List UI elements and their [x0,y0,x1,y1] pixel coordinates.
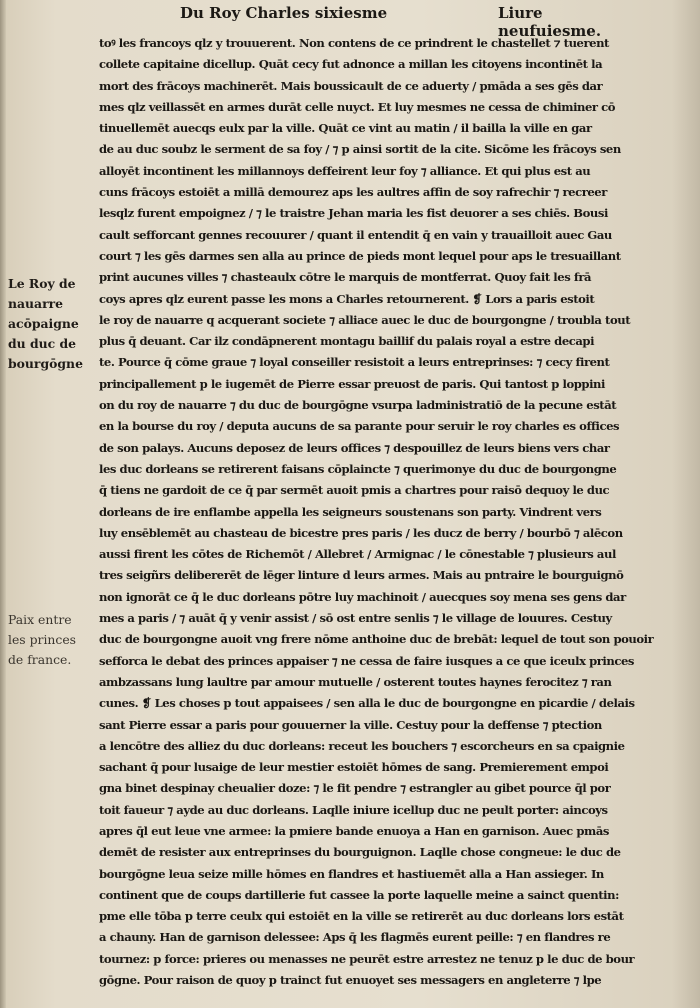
margin-note-line: les princes [8,632,77,647]
text-line: te. Pource q̄ cōme graue ⁊ loyal conseiller resistoit a leurs entreprinses: ⁊ cecy firent [99,355,610,370]
text-line: apres q̄l eut leue vne armee: la pmiere bande enuoya a Han en garnison. Auec pmās [99,823,609,838]
text-line: alloyēt incontinent les millannoys deffeirent leur foy ⁊ alliance. Et qui plus est au [99,163,591,178]
text-line: collete capitaine dicellup. Quāt cecy fut adnonce a millan les citoyens incontinēt la [99,57,603,72]
margin-note-line: de france. [8,652,72,667]
text-line: non ignorāt ce q̄ le duc dorleans pōtre luy machinoit / auecques soy mena ses gens dar [99,589,626,604]
text-line: toꝰ les francoys qlz y trouuerent. Non contens de ce prindrent le chastellet ⁊ tuerent [99,36,609,50]
text-line: lesqlz furent empoignez / ⁊ le traistre Jehan maria les fist deuorer a ses chiēs. Bousi [99,206,608,221]
margin-note-line: acōpaigne [8,316,79,331]
text-line: mort des frācoys machinerēt. Mais boussicault de ce aduerty / pmāda a ses gēs dar [99,78,603,93]
text-line: on du roy de nauarre ⁊ du duc de bourgōgne vsurpa ladministratiō de la pecune estāt [99,398,617,413]
text-line: gōgne. Pour raison de quoy p trainct fut enuoyet ses messagers en angleterre ⁊ lpe [99,973,602,988]
text-line: duc de bourgongne auoit vng frere nōme anthoine duc de brebāt: lequel de tout son pouoir [99,632,654,647]
text-line: cunes. ❡ Les choses p tout appaisees / sen alla le duc de bourgongne en picardie / delais [99,696,635,711]
text-line: luy ensēblemēt au chasteau de bicestre pres paris / les ducz de berry / bourbō ⁊ alēcon [99,525,623,540]
margin-note-line: Le Roy de [8,276,76,291]
text-line: continent que de coups dartillerie fut cassee la porte laquelle meine a sainct quentin: [99,887,619,902]
text-line: cuns frācoys estoiēt a millā demourez aps les aultres affin de soy rafrechir ⁊ recreer [99,185,607,200]
text-line: sachant q̄ pour lusaige de leur mestier estoiēt hōmes de sang. Premierement empoi [99,760,609,775]
margin-note-line: Paix entre [8,612,72,627]
text-line: aussi firent les cōtes de Richemōt / Allebret / Armignac / le cōnestable ⁊ plusieurs aul [99,547,616,562]
text-line: plus q̄ deuant. Car ilz condāpnerent montagu baillif du palais royal a estre decapi [99,334,595,349]
text-line: gna binet despinay cheualier doze: ⁊ le fit pendre ⁊ estrangler au gibet pource q̄l por [99,781,611,796]
text-line: mes a paris / ⁊ auāt q̄ y venir assist / sō ost entre senlis ⁊ le village de louures. Cestuy [99,611,612,626]
text-line: pme elle tōba p terre ceulx qui estoiēt en la ville se retirerēt au duc dorleans lors estāt [99,909,624,924]
text-line: bourgōgne leua seize mille hōmes en flandres et hastiuemēt alla a Han assieger. In [99,866,604,881]
body-text [99,33,667,991]
margin-note-peace [8,610,76,670]
page-edge-shadow [672,0,700,1008]
margin-note-line: bourgōgne [8,356,83,371]
text-line: tres seigñrs delibererēt de lēger linture d leurs armes. Mais au pntraire le bourguignō [99,568,624,583]
text-line: ambzassans lung laultre par amour mutuelle / osterent toutes haynes ferocitez ⁊ ran [99,674,612,689]
text-line: court ⁊ les gēs darmes sen alla au prince de pieds mont lequel pour aps le tresuaillant [99,248,621,263]
text-line: a chauny. Han de garnison delessee: Aps q̄ les flagmēs eurent peille: ⁊ en flandres re [99,930,611,945]
text-line: le roy de nauarre q acquerant societe ⁊ alliace auec le duc de bourgongne / troubla tout [99,312,631,327]
text-line: mes qlz veillassēt en armes durāt celle nuyct. Et luy mesmes ne cessa de chiminer cō [99,99,616,114]
text-line: en la bourse du roy / deputa aucuns de sa parante pour seruir le roy charles es offices [99,419,620,434]
text-line: demēt de resister aux entreprinses du bourguignon. Laqlle chose congneue: le duc de [99,845,621,860]
margin-note-navarre [8,274,83,374]
text-line: coys apres qlz eurent passe les mons a Charles retournerent. ❡ Lors a paris estoit [99,291,595,306]
page-gutter [0,0,6,1008]
margin-note-line: nauarre [8,296,64,311]
margin-note-line: du duc de [8,336,77,351]
text-line: toit faueur ⁊ ayde au duc dorleans. Laqlle iniure icellup duc ne peult porter: aincoys [99,802,608,817]
text-line: cault sefforcant gennes recouurer / quant il entendit q̄ en vain y trauailloit auec Gau [99,227,612,242]
text-line: a lencōtre des alliez du duc dorleans: receut les bouchers ⁊ escorcheurs en sa cpaignie [99,738,625,753]
text-line: sefforca le debat des princes appaiser ⁊ ne cessa de faire iusques a ce que iceulx princes [99,653,634,668]
running-head [180,4,640,40]
text-line: tournez: p force: prieres ou menasses ne peurēt estre arrestez ne tenuz p le duc de bour [99,951,635,966]
running-head-book: Liure neufuiesme. [498,4,602,40]
text-line: q̄ tiens ne gardoit de ce q̄ par sermēt auoit pmis a chartres pour raisō dequoy le duc [99,483,610,498]
text-line: print aucunes villes ⁊ chasteaulx cōtre le marquis de montferrat. Quoy fait les frā [99,270,592,285]
text-line: sant Pierre essar a paris pour gouuerner la ville. Cestuy pour la deffense ⁊ ptection [99,717,602,732]
running-head-title: Du Roy Charles sixiesme [180,4,388,22]
text-line: tinuellemēt auecqs eulx par la ville. Quāt ce vint au matin / il bailla la ville en gar [99,121,592,136]
text-line: principallement p le iugemēt de Pierre essar preuost de paris. Qui tantost p loppini [99,376,605,391]
text-line: dorleans de ire enflambe appella les seigneurs soustenans son party. Vindrent vers [99,504,602,519]
text-line: les duc dorleans se retirerent faisans cōplaincte ⁊ querimonye du duc de bourgongne [99,461,617,476]
text-line: de son palays. Aucuns deposez de leurs offices ⁊ despouillez de leurs biens vers char [99,440,610,455]
text-line: de au duc soubz le serment de sa foy / ⁊ p ainsi sortit de la cite. Sicōme les frācoys sen [99,142,621,157]
